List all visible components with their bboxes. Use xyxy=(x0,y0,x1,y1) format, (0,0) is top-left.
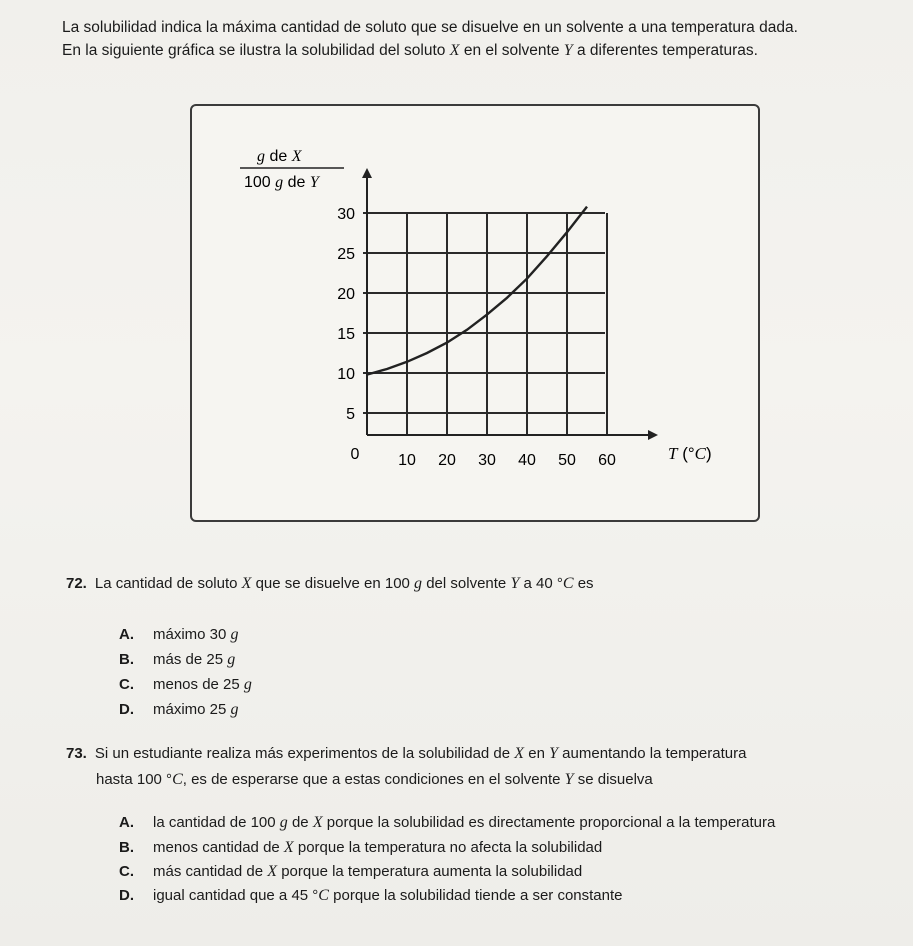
question-73-number: 73. xyxy=(66,745,87,762)
option-var: X xyxy=(267,863,278,880)
option-text: igual cantidad que a 45 ° xyxy=(153,887,319,904)
q73-text-1b: en xyxy=(524,745,550,762)
y-tick-label-10: 10 xyxy=(337,366,355,383)
option-text: la cantidad de 100 xyxy=(153,814,280,831)
option-letter: D. xyxy=(119,887,134,904)
q72-option-d[interactable] xyxy=(119,701,239,719)
q72-option-b[interactable] xyxy=(119,651,235,669)
chart-grid xyxy=(363,213,607,435)
q73-option-d[interactable] xyxy=(119,887,623,905)
option-text: porque la temperatura aumenta la solubilidad xyxy=(277,863,583,880)
option-text: máximo 25 xyxy=(153,701,231,718)
option-text: de xyxy=(287,814,313,831)
q73-option-a[interactable] xyxy=(119,814,775,832)
q73-line-2 xyxy=(66,767,906,793)
q73-var-y: Y xyxy=(549,745,558,762)
x-axis-arrow xyxy=(648,430,658,440)
q73-text-2b: , es de esperarse que a estas condiciones en el solvente xyxy=(182,771,565,788)
option-unit: g xyxy=(279,814,288,831)
ylabel-denominator: 100 g de Y xyxy=(244,174,319,191)
y-tick-label-15: 15 xyxy=(337,326,355,343)
option-text: menos cantidad de xyxy=(153,839,284,856)
q73-text-2a: hasta 100 ° xyxy=(96,771,173,788)
option-text: máximo 30 xyxy=(153,626,231,643)
y-tick-label-30: 30 xyxy=(337,206,355,223)
q72-text-e: es xyxy=(573,575,594,592)
y-axis-arrow xyxy=(362,168,372,178)
q72-var-x: X xyxy=(241,575,252,592)
option-letter: D. xyxy=(119,701,134,718)
q72-option-c[interactable] xyxy=(119,676,252,694)
intro-text-2a: En la siguiente gráfica se ilustra la solubilidad del soluto xyxy=(62,42,450,59)
x-tick-label-50: 50 xyxy=(558,452,576,469)
q72-text-c: del solvente xyxy=(422,575,511,592)
chart-ticks xyxy=(337,206,616,469)
origin-label: 0 xyxy=(350,446,360,463)
intro-text-2c: a diferentes temperaturas. xyxy=(572,42,758,59)
q73-text-1a: Si un estudiante realiza más experimentos de la solubilidad de xyxy=(94,745,515,762)
solubility-chart-box xyxy=(190,104,760,522)
intro-text-2b: en el solvente xyxy=(459,42,564,59)
ylabel-numerator: g de X xyxy=(257,148,302,165)
x-tick-label-10: 10 xyxy=(398,452,416,469)
q72-unit-c: C xyxy=(562,575,574,592)
q72-unit-g: g xyxy=(414,575,423,592)
option-var: X xyxy=(312,814,323,831)
option-text: más cantidad de xyxy=(153,863,268,880)
x-tick-label-20: 20 xyxy=(438,452,456,469)
option-unit: g xyxy=(230,626,239,643)
q73-var-y2: Y xyxy=(564,771,574,788)
intro-var-x: X xyxy=(449,42,460,59)
q73-option-b[interactable] xyxy=(119,839,602,857)
x-tick-label-30: 30 xyxy=(478,452,496,469)
option-text: porque la solubilidad tiende a ser constante xyxy=(328,887,623,904)
option-var: X xyxy=(283,839,294,856)
option-text: porque la solubilidad es directamente proporcional a la temperatura xyxy=(322,814,776,831)
solubility-chart xyxy=(192,106,758,520)
x-tick-label-40: 40 xyxy=(518,452,536,469)
option-unit: g xyxy=(230,701,239,718)
intro-text-1: La solubilidad indica la máxima cantidad de soluto que se disuelve en un solvente a una temperatura dada. xyxy=(62,19,798,36)
intro-line-2 xyxy=(62,39,902,62)
q73-option-c[interactable] xyxy=(119,863,582,881)
question-72 xyxy=(66,575,594,593)
question-72-number: 72. xyxy=(66,575,87,592)
question-73 xyxy=(66,741,906,793)
q73-line-1 xyxy=(66,741,906,767)
q73-unit-c: C xyxy=(172,771,183,788)
q72-option-a[interactable] xyxy=(119,626,239,644)
option-letter: B. xyxy=(119,651,134,668)
q73-text-2c: se disuelva xyxy=(573,771,653,788)
x-tick-label-60: 60 xyxy=(598,452,616,469)
q72-text-a: La cantidad de soluto xyxy=(94,575,242,592)
option-unit: C xyxy=(318,887,329,904)
q73-text-1c: aumentando la temperatura xyxy=(558,745,747,762)
q72-var-y: Y xyxy=(510,575,520,592)
option-letter: B. xyxy=(119,839,134,856)
option-letter: A. xyxy=(119,814,134,831)
option-unit: g xyxy=(227,651,236,668)
y-tick-label-25: 25 xyxy=(337,246,355,263)
q72-text-b: que se disuelve en 100 xyxy=(251,575,415,592)
option-letter: A. xyxy=(119,626,134,643)
y-tick-label-20: 20 xyxy=(337,286,355,303)
option-text: porque la temperatura no afecta la solubilidad xyxy=(293,839,603,856)
y-tick-label-5: 5 xyxy=(346,406,355,423)
option-unit: g xyxy=(243,676,252,693)
intro-line-1 xyxy=(62,16,902,39)
xlabel: T (°C) xyxy=(668,444,712,463)
intro-var-y: Y xyxy=(563,42,573,59)
option-letter: C. xyxy=(119,676,134,693)
solubility-curve xyxy=(367,207,587,375)
option-text: menos de 25 xyxy=(153,676,244,693)
option-text: más de 25 xyxy=(153,651,228,668)
q73-var-x: X xyxy=(514,745,525,762)
intro-paragraph xyxy=(62,16,902,62)
q72-text-d: a 40 ° xyxy=(519,575,563,592)
option-letter: C. xyxy=(119,863,134,880)
